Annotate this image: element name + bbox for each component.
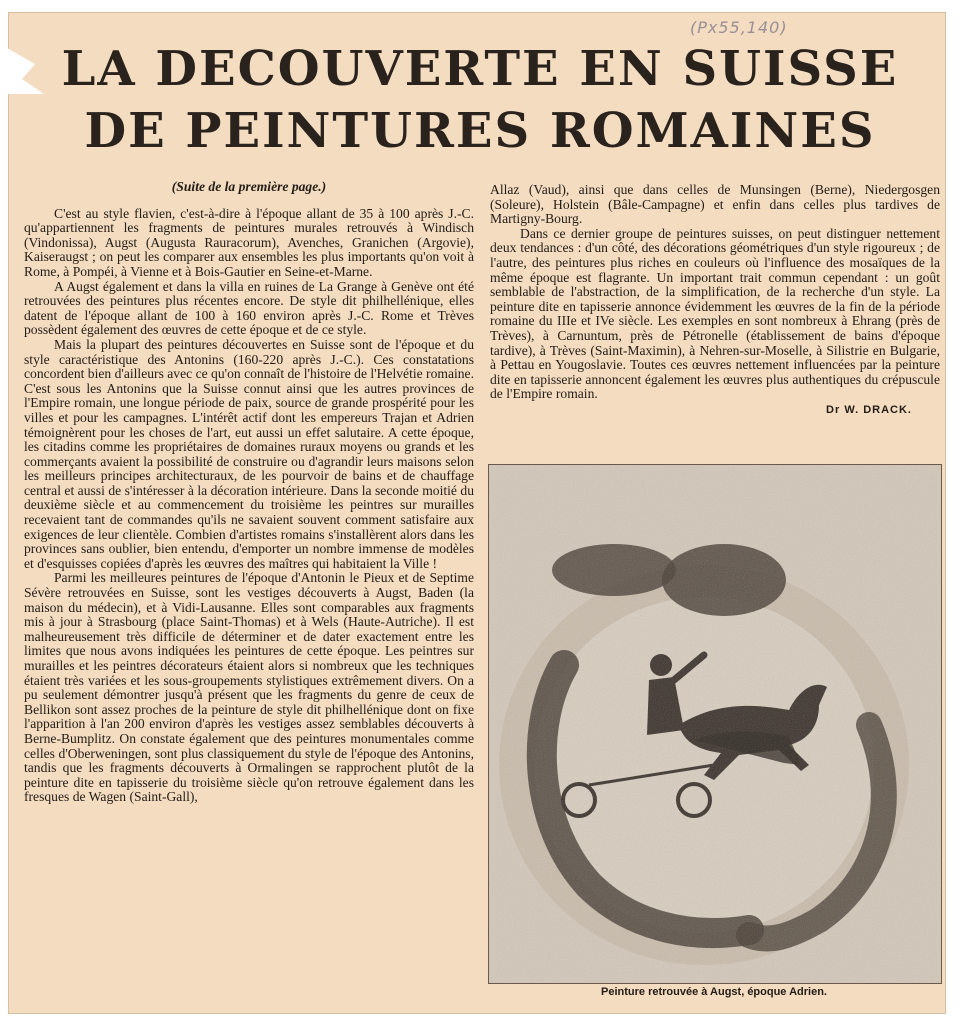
photo-caption: Peinture retrouvée à Augst, époque Adrien. bbox=[601, 986, 827, 998]
headline-line-1: LA DECOUVERTE EN SUISSE bbox=[61, 41, 899, 97]
paragraph: C'est au style flavien, c'est-à-dire à l'époque allant de 35 à 100 après J.-C. qu'appartiennent les fragments de peintures murales retrouvés à Windisch (Vindonissa), Augst (Augusta Rauracorum), Avenches, Granichen (Argovie), Kaiseraugst ; on peut les comparer aux ensembles les plus importants qu'on voit à Rome, à Pompéi, à Vienne et à Bois-Gautier en Seine-et-Marne. bbox=[24, 205, 474, 279]
archive-mark: (Px55,140) bbox=[690, 18, 788, 37]
paragraph: Parmi les meilleures peintures de l'époque d'Antonin le Pieux et de Septime Sévère retrouvées en Suisse, sont les vestiges découverts à Augst, Baden (la maison du médecin), et à Vidi-Lausanne. Elles sont comparables aux fragments mis à jour à Strasbourg (place Saint-Thomas) et à Wels (Haute-Autriche). Il est malheureusement très difficile de déterminer et de dater exactement entre les limites que nous avons indiquées les peintures de cette époque. Les peintres sur murailles et les peintres décorateurs étaient alors si nombreux que les techniques étaient très variées et les sous-groupements stylistiques extrêmement divers. On a pu seulement démontrer jusqu'à présent que les fragments du genre de ceux de Bellikon sont assez proches de la peinture de style dit philhellénique dont on fixe l'apparition à l'an 200 environ d'après les vestiges assez semblables découverts à Berne-Bumplitz. On constate également que des peintures monumentales comme celles d'Oberweningen, sont plus classiquement du style de l'époque des Antonins, tandis que les fragments découverts à Ormalingen se rapprochent plutôt de la peinture dite en tapisserie du troisième siècle qu'on retrouve également dans les fresques de Wagen (Saint-Gall), bbox=[24, 570, 474, 805]
paragraph: Mais la plupart des peintures découvertes en Suisse sont de l'époque et du style caractéristique des Antonins (160-220 après J.-C.). Ces constatations concordent bien d'ailleurs avec ce qu'on connaît de l'histoire de l'Helvétie romaine. C'est sous les Antonins que la Suisse connut ainsi que les autres provinces de l'Empire romain, une longue période de paix, source de grande prospérité pour les villes et pour les campagnes. L'intérêt actif dont les empereurs Trajan et Adrien témoignèrent pour les choses de l'art, eut aussi un effet salutaire. A cette époque, les citadins comme les propriétaires de domaines ruraux moyens ou grands et les commerçants avaient la possibilité de construire ou d'agrandir leurs maisons selon les meilleurs principes architecturaux, de les pourvoir de bains et de chauffage central et aussi de s'intéresser à la décoration intérieure. Dans la seconde moitié du deuxième siècle et au commencement du troisième les peintres sur murailles recevaient tant de commandes qu'ils ne savaient souvent comment satisfaire aux exigences de leur clientèle. Combien d'artistes romains s'installèrent alors dans les provinces sans oublier, bien entendu, d'emporter un nombre immense de modèles et d'esquisses copiées d'après les œuvres des maîtres qui habitaient la Ville ! bbox=[24, 336, 474, 571]
continued-note: (Suite de la première page.) bbox=[171, 179, 327, 194]
headline bbox=[30, 38, 930, 162]
headline-line-2: DE PEINTURES ROMAINES bbox=[84, 103, 876, 159]
author-signature: Dr W. DRACK. bbox=[826, 403, 912, 416]
paragraph: Dans ce dernier groupe de peintures suisses, on peut distinguer nettement deux tendances : d'un côté, des décorations géométriques d'un style rigoureux ; de l'autre, des peintures plus riches en couleurs où l'influence des mosaïques de la même époque est flagrante. Un important trait commun cependant : un goût semblable de l'abstraction, de la simplification, de la recherche d'un style. La peinture dite en tapisserie annonce évidemment les œuvres de la fin de la période romaine du IIIe et IVe siècle. Les exemples en sont nombreux à Ehrang (près de Trèves), à Carnuntum, près de Pétronelle (établissement de bains d'époque tardive), à Trèves (Saint-Maximin), à Nehren-sur-Moselle, à Silistrie en Bulgarie, à Pettau en Yougoslavie. Toutes ces œuvres nettement influencées par la peinture dite en tapisserie annoncent également les œuvres plus authentiques du crépuscule de l'Empire romain. bbox=[490, 225, 940, 402]
paragraph: Allaz (Vaud), ainsi que dans celles de Munsingen (Berne), Niedergosgen (Soleure), Holstein (Bâle-Campagne) et enfin dans celles plus tardives de Martigny-Bourg. bbox=[490, 182, 940, 227]
roman-painting-photo bbox=[488, 464, 942, 984]
chariot-painting-image bbox=[489, 465, 941, 983]
article-column-left bbox=[24, 180, 474, 805]
article-column-right bbox=[490, 183, 940, 418]
paragraph: A Augst également et dans la villa en ruines de La Grange à Genève ont été retrouvées des peintures plus récentes encore. De style dit philhellénique, elles datent de l'époque allant de 100 à 160 environ après J.-C. Rome et Trèves possèdent également des œuvres de cette époque et de ce style. bbox=[24, 278, 474, 338]
